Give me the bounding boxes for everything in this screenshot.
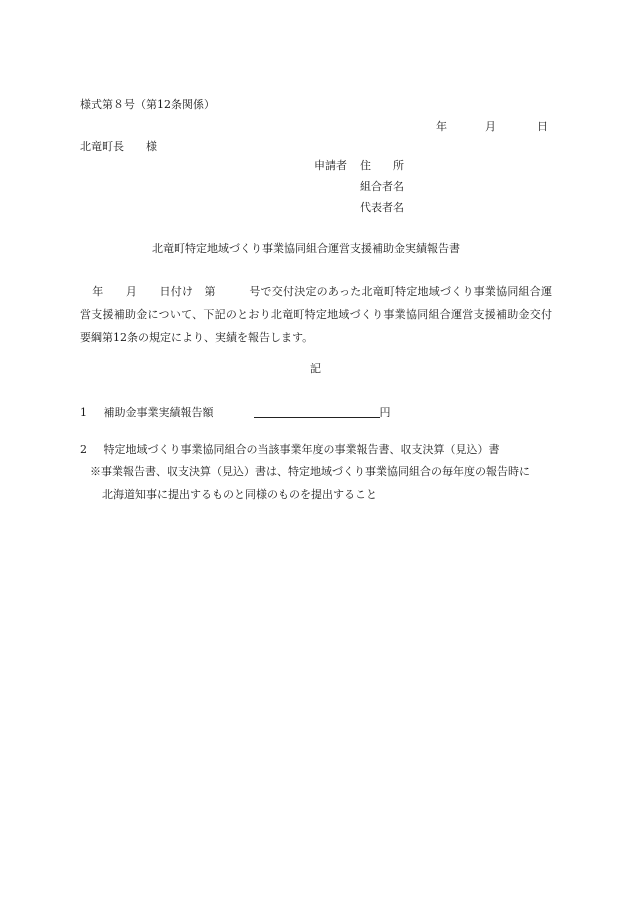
addressee-name: 北竜町長: [80, 140, 124, 153]
date-month-label: 月: [485, 120, 496, 133]
report-body-text: 年 月 日付け 第 号で交付決定のあった北竜町特定地域づくり事業協同組合運営支援補助金について、下記のとおり北竜町特定地域づくり事業協同組合運営支援補助金交付要綱第12条の規定により、実績を報告します。: [80, 285, 552, 344]
addressee-honorific: 様: [146, 140, 157, 153]
applicant-label: 申請者: [314, 159, 347, 172]
amount-field[interactable]: [254, 405, 380, 418]
union-name-label: 組合者名: [360, 180, 404, 193]
item-1-label: 補助金事業実績報告額: [103, 406, 214, 419]
item-2: [80, 444, 500, 455]
note-line-2: 北海道知事に提出するものと同様のものを提出すること: [102, 488, 377, 501]
ki-heading: 記: [310, 362, 321, 375]
addressee: [80, 141, 157, 152]
date-year-label: 年: [436, 120, 447, 133]
item-2-label: 特定地域づくり事業協同組合の当該事業年度の事業報告書、収支決算（見込）書: [103, 443, 500, 456]
document-title: 北竜町特定地域づくり事業協同組合運営支援補助金実績報告書: [152, 242, 460, 255]
address-label: 住 所: [360, 159, 404, 172]
note-line-1: ※事業報告書、収支決算（見込）書は、特定地域づくり事業協同組合の毎年度の報告時に: [90, 465, 530, 478]
item-1: [80, 405, 391, 418]
yen-unit: 円: [379, 406, 391, 419]
representative-label: 代表者名: [360, 201, 404, 214]
item-2-number: 2: [80, 443, 87, 456]
form-number: 様式第８号（第12条関係）: [80, 98, 215, 111]
item-1-number: 1: [80, 406, 87, 419]
report-body: [80, 280, 552, 349]
date-day-label: 日: [537, 120, 548, 133]
